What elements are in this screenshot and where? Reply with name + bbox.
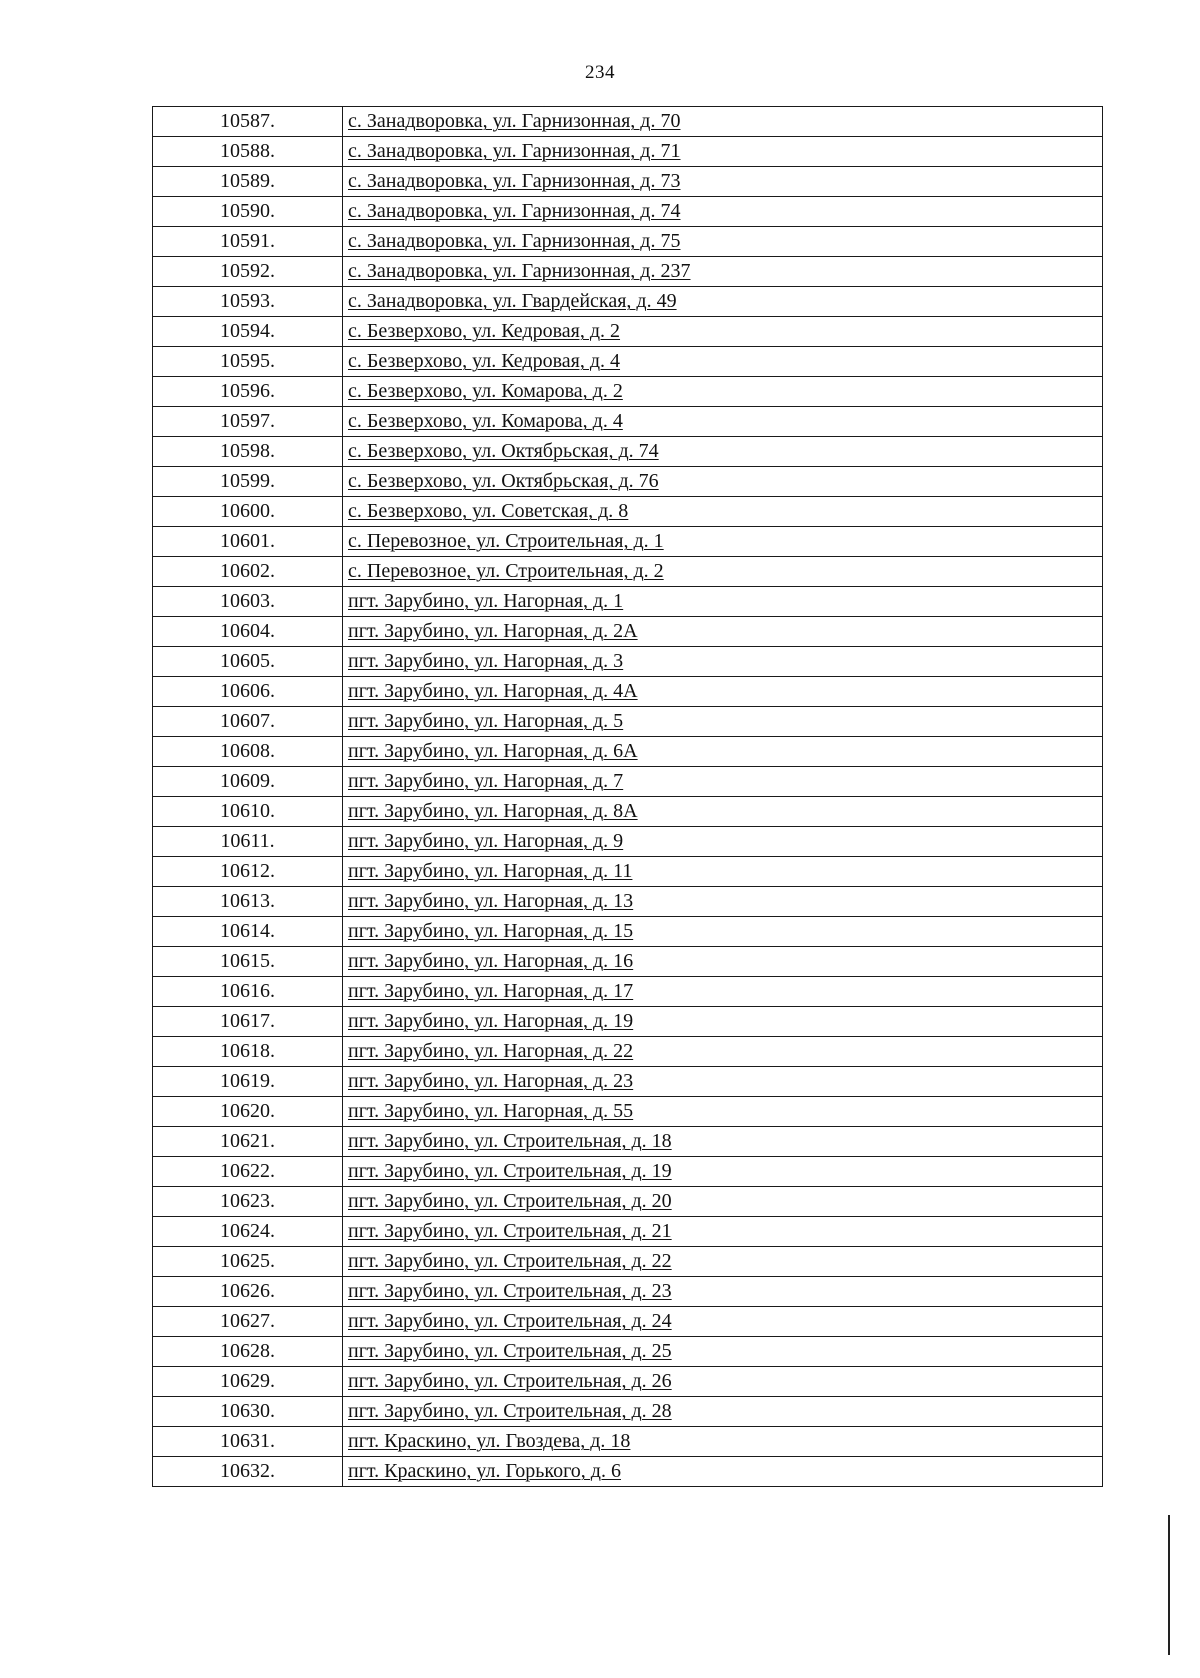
address-text: пгт. Зарубино, ул. Нагорная, д. 13 bbox=[348, 890, 634, 912]
address-text: пгт. Зарубино, ул. Нагорная, д. 11 bbox=[348, 860, 633, 882]
row-number: 10621. bbox=[153, 1127, 343, 1157]
address-text: пгт. Зарубино, ул. Нагорная, д. 55 bbox=[348, 1100, 634, 1122]
address-table-body bbox=[153, 107, 1103, 1487]
table-row bbox=[153, 797, 1103, 827]
table-row bbox=[153, 1277, 1103, 1307]
table-row bbox=[153, 1337, 1103, 1367]
row-number: 10612. bbox=[153, 857, 343, 887]
table-row bbox=[153, 557, 1103, 587]
address-cell bbox=[343, 797, 1103, 827]
address-cell bbox=[343, 857, 1103, 887]
address-cell bbox=[343, 1067, 1103, 1097]
page-number: 234 bbox=[585, 62, 615, 83]
address-cell bbox=[343, 1007, 1103, 1037]
row-number: 10630. bbox=[153, 1397, 343, 1427]
address-text: с. Перевозное, ул. Строительная, д. 2 bbox=[348, 560, 664, 582]
address-text: пгт. Зарубино, ул. Нагорная, д. 23 bbox=[348, 1070, 634, 1092]
address-text: с. Безверхово, ул. Комарова, д. 2 bbox=[348, 380, 623, 402]
address-text: пгт. Зарубино, ул. Строительная, д. 22 bbox=[348, 1250, 672, 1272]
table-row bbox=[153, 977, 1103, 1007]
table-row bbox=[153, 497, 1103, 527]
table-row bbox=[153, 1127, 1103, 1157]
address-text: с. Занадворовка, ул. Гарнизонная, д. 71 bbox=[348, 140, 681, 162]
table-row bbox=[153, 1397, 1103, 1427]
address-text: с. Безверхово, ул. Октябрьская, д. 76 bbox=[348, 470, 659, 492]
row-number: 10599. bbox=[153, 467, 343, 497]
address-cell bbox=[343, 1127, 1103, 1157]
address-cell bbox=[343, 737, 1103, 767]
row-number: 10613. bbox=[153, 887, 343, 917]
row-number: 10622. bbox=[153, 1157, 343, 1187]
table-row bbox=[153, 1247, 1103, 1277]
table-row bbox=[153, 227, 1103, 257]
table-row bbox=[153, 1007, 1103, 1037]
table-row bbox=[153, 947, 1103, 977]
address-text: пгт. Зарубино, ул. Нагорная, д. 19 bbox=[348, 1010, 634, 1032]
address-text: пгт. Зарубино, ул. Нагорная, д. 6А bbox=[348, 740, 638, 762]
address-cell bbox=[343, 1427, 1103, 1457]
address-cell bbox=[343, 407, 1103, 437]
address-text: пгт. Краскино, ул. Горького, д. 6 bbox=[348, 1460, 621, 1482]
row-number: 10609. bbox=[153, 767, 343, 797]
address-cell bbox=[343, 467, 1103, 497]
address-cell bbox=[343, 1247, 1103, 1277]
table-row bbox=[153, 287, 1103, 317]
address-text: пгт. Зарубино, ул. Нагорная, д. 9 bbox=[348, 830, 624, 852]
address-cell bbox=[343, 767, 1103, 797]
address-cell bbox=[343, 317, 1103, 347]
table-row bbox=[153, 587, 1103, 617]
address-cell bbox=[343, 977, 1103, 1007]
row-number: 10627. bbox=[153, 1307, 343, 1337]
address-cell bbox=[343, 617, 1103, 647]
address-text: с. Занадворовка, ул. Гарнизонная, д. 74 bbox=[348, 200, 681, 222]
address-text: пгт. Зарубино, ул. Нагорная, д. 15 bbox=[348, 920, 634, 942]
table-row bbox=[153, 737, 1103, 767]
address-cell bbox=[343, 647, 1103, 677]
table-row bbox=[153, 467, 1103, 497]
row-number: 10617. bbox=[153, 1007, 343, 1037]
address-cell bbox=[343, 1337, 1103, 1367]
address-text: пгт. Зарубино, ул. Нагорная, д. 3 bbox=[348, 650, 624, 672]
address-text: с. Занадворовка, ул. Гарнизонная, д. 75 bbox=[348, 230, 681, 252]
address-table bbox=[152, 106, 1103, 1487]
row-number: 10607. bbox=[153, 707, 343, 737]
row-number: 10598. bbox=[153, 437, 343, 467]
table-row bbox=[153, 707, 1103, 737]
address-cell bbox=[343, 1097, 1103, 1127]
table-row bbox=[153, 137, 1103, 167]
address-text: пгт. Зарубино, ул. Нагорная, д. 7 bbox=[348, 770, 624, 792]
address-text: пгт. Зарубино, ул. Строительная, д. 26 bbox=[348, 1370, 672, 1392]
table-row bbox=[153, 167, 1103, 197]
address-cell bbox=[343, 527, 1103, 557]
table-row bbox=[153, 197, 1103, 227]
address-text: пгт. Зарубино, ул. Строительная, д. 20 bbox=[348, 1190, 672, 1212]
row-number: 10596. bbox=[153, 377, 343, 407]
address-text: с. Безверхово, ул. Октябрьская, д. 74 bbox=[348, 440, 659, 462]
address-text: пгт. Зарубино, ул. Строительная, д. 23 bbox=[348, 1280, 672, 1302]
row-number: 10603. bbox=[153, 587, 343, 617]
row-number: 10606. bbox=[153, 677, 343, 707]
row-number: 10604. bbox=[153, 617, 343, 647]
address-cell bbox=[343, 377, 1103, 407]
address-text: пгт. Зарубино, ул. Строительная, д. 25 bbox=[348, 1340, 672, 1362]
row-number: 10632. bbox=[153, 1457, 343, 1487]
row-number: 10588. bbox=[153, 137, 343, 167]
address-cell bbox=[343, 1187, 1103, 1217]
address-cell bbox=[343, 707, 1103, 737]
table-row bbox=[153, 377, 1103, 407]
address-text: пгт. Зарубино, ул. Нагорная, д. 2А bbox=[348, 620, 638, 642]
address-cell bbox=[343, 1277, 1103, 1307]
address-cell bbox=[343, 677, 1103, 707]
row-number: 10631. bbox=[153, 1427, 343, 1457]
address-cell bbox=[343, 917, 1103, 947]
row-number: 10611. bbox=[153, 827, 343, 857]
row-number: 10608. bbox=[153, 737, 343, 767]
address-text: пгт. Зарубино, ул. Нагорная, д. 8А bbox=[348, 800, 638, 822]
address-text: пгт. Зарубино, ул. Строительная, д. 21 bbox=[348, 1220, 672, 1242]
address-cell bbox=[343, 227, 1103, 257]
table-row bbox=[153, 1217, 1103, 1247]
address-text: пгт. Зарубино, ул. Нагорная, д. 22 bbox=[348, 1040, 634, 1062]
row-number: 10610. bbox=[153, 797, 343, 827]
address-text: пгт. Зарубино, ул. Строительная, д. 28 bbox=[348, 1400, 672, 1422]
table-row bbox=[153, 1187, 1103, 1217]
row-number: 10618. bbox=[153, 1037, 343, 1067]
table-row bbox=[153, 347, 1103, 377]
address-text: пгт. Зарубино, ул. Нагорная, д. 1 bbox=[348, 590, 624, 612]
address-text: с. Перевозное, ул. Строительная, д. 1 bbox=[348, 530, 664, 552]
table-row bbox=[153, 527, 1103, 557]
address-cell bbox=[343, 1367, 1103, 1397]
address-text: пгт. Краскино, ул. Гвоздева, д. 18 bbox=[348, 1430, 631, 1452]
address-text: пгт. Зарубино, ул. Нагорная, д. 5 bbox=[348, 710, 624, 732]
address-text: пгт. Зарубино, ул. Нагорная, д. 17 bbox=[348, 980, 634, 1002]
row-number: 10587. bbox=[153, 107, 343, 137]
table-row bbox=[153, 647, 1103, 677]
address-cell bbox=[343, 1307, 1103, 1337]
row-number: 10605. bbox=[153, 647, 343, 677]
address-text: с. Безверхово, ул. Кедровая, д. 4 bbox=[348, 350, 621, 372]
row-number: 10591. bbox=[153, 227, 343, 257]
address-cell bbox=[343, 497, 1103, 527]
address-text: пгт. Зарубино, ул. Строительная, д. 19 bbox=[348, 1160, 672, 1182]
row-number: 10625. bbox=[153, 1247, 343, 1277]
table-row bbox=[153, 917, 1103, 947]
address-cell bbox=[343, 107, 1103, 137]
address-text: пгт. Зарубино, ул. Строительная, д. 24 bbox=[348, 1310, 672, 1332]
address-cell bbox=[343, 437, 1103, 467]
table-row bbox=[153, 1037, 1103, 1067]
table-row bbox=[153, 1367, 1103, 1397]
row-number: 10629. bbox=[153, 1367, 343, 1397]
table-row bbox=[153, 1157, 1103, 1187]
table-row bbox=[153, 857, 1103, 887]
table-row bbox=[153, 107, 1103, 137]
row-number: 10593. bbox=[153, 287, 343, 317]
row-number: 10592. bbox=[153, 257, 343, 287]
table-row bbox=[153, 257, 1103, 287]
row-number: 10615. bbox=[153, 947, 343, 977]
address-text: с. Безверхово, ул. Кедровая, д. 2 bbox=[348, 320, 621, 342]
address-text: с. Занадворовка, ул. Гвардейская, д. 49 bbox=[348, 290, 677, 312]
row-number: 10590. bbox=[153, 197, 343, 227]
address-text: пгт. Зарубино, ул. Строительная, д. 18 bbox=[348, 1130, 672, 1152]
address-cell bbox=[343, 1217, 1103, 1247]
row-number: 10619. bbox=[153, 1067, 343, 1097]
address-text: с. Занадворовка, ул. Гарнизонная, д. 70 bbox=[348, 110, 681, 132]
address-cell bbox=[343, 197, 1103, 227]
address-text: с. Безверхово, ул. Комарова, д. 4 bbox=[348, 410, 623, 432]
row-number: 10602. bbox=[153, 557, 343, 587]
address-text: с. Безверхово, ул. Советская, д. 8 bbox=[348, 500, 629, 522]
address-cell bbox=[343, 1397, 1103, 1427]
row-number: 10597. bbox=[153, 407, 343, 437]
table-row bbox=[153, 887, 1103, 917]
address-cell bbox=[343, 167, 1103, 197]
table-row bbox=[153, 767, 1103, 797]
address-cell bbox=[343, 887, 1103, 917]
address-cell bbox=[343, 1157, 1103, 1187]
row-number: 10623. bbox=[153, 1187, 343, 1217]
address-cell bbox=[343, 827, 1103, 857]
table-row bbox=[153, 1427, 1103, 1457]
address-cell bbox=[343, 947, 1103, 977]
row-number: 10595. bbox=[153, 347, 343, 377]
address-text: с. Занадворовка, ул. Гарнизонная, д. 237 bbox=[348, 260, 691, 282]
table-row bbox=[153, 1307, 1103, 1337]
row-number: 10626. bbox=[153, 1277, 343, 1307]
table-row bbox=[153, 1097, 1103, 1127]
row-number: 10616. bbox=[153, 977, 343, 1007]
address-text: пгт. Зарубино, ул. Нагорная, д. 4А bbox=[348, 680, 638, 702]
row-number: 10628. bbox=[153, 1337, 343, 1367]
address-text: пгт. Зарубино, ул. Нагорная, д. 16 bbox=[348, 950, 634, 972]
row-number: 10620. bbox=[153, 1097, 343, 1127]
address-cell bbox=[343, 257, 1103, 287]
address-cell bbox=[343, 137, 1103, 167]
table-row bbox=[153, 407, 1103, 437]
table-row bbox=[153, 1457, 1103, 1487]
table-row bbox=[153, 617, 1103, 647]
table-row bbox=[153, 677, 1103, 707]
row-number: 10594. bbox=[153, 317, 343, 347]
row-number: 10601. bbox=[153, 527, 343, 557]
address-cell bbox=[343, 287, 1103, 317]
row-number: 10589. bbox=[153, 167, 343, 197]
address-cell bbox=[343, 587, 1103, 617]
table-row bbox=[153, 437, 1103, 467]
table-row bbox=[153, 1067, 1103, 1097]
row-number: 10624. bbox=[153, 1217, 343, 1247]
address-text: с. Занадворовка, ул. Гарнизонная, д. 73 bbox=[348, 170, 681, 192]
table-row bbox=[153, 317, 1103, 347]
address-cell bbox=[343, 557, 1103, 587]
row-number: 10600. bbox=[153, 497, 343, 527]
row-number: 10614. bbox=[153, 917, 343, 947]
table-row bbox=[153, 827, 1103, 857]
address-cell bbox=[343, 1457, 1103, 1487]
address-cell bbox=[343, 347, 1103, 377]
address-cell bbox=[343, 1037, 1103, 1067]
margin-line bbox=[1168, 1515, 1170, 1655]
